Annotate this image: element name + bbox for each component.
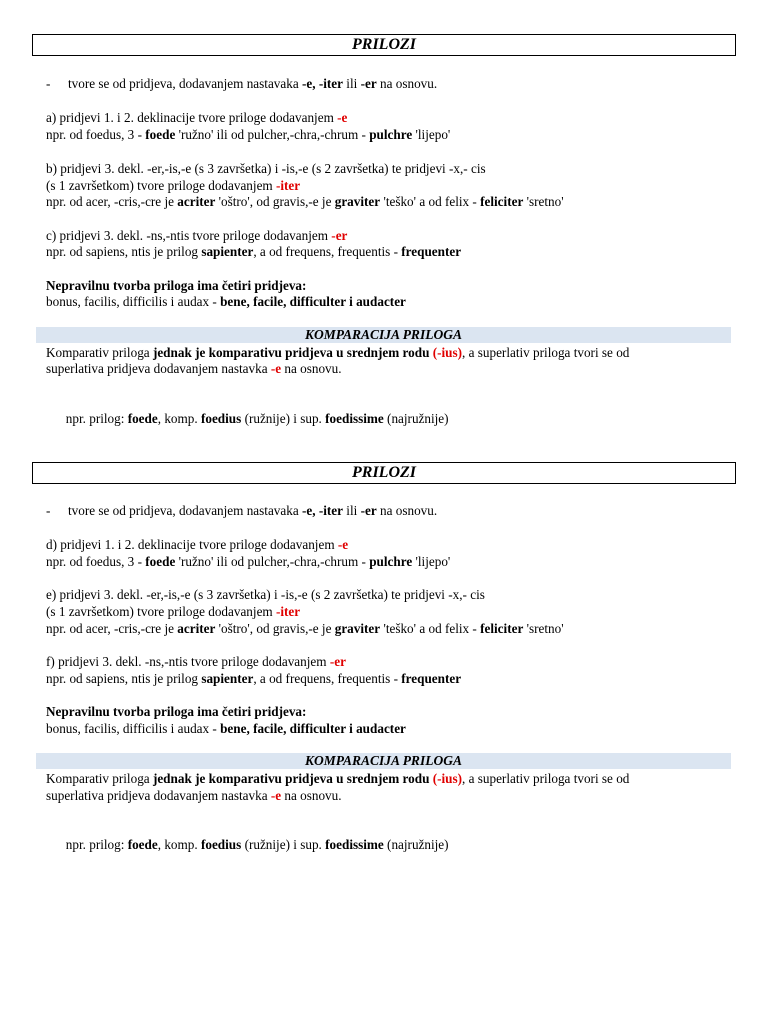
rule-c: c) pridjevi 3. dekl. -ns,-ntis tvore priloge dodavanjem -er [46,228,348,243]
irregular-heading: Nepravilnu tvorba priloga ima četiri pridjeva: [46,278,307,293]
comparison-text: Komparativ priloga jednak je komparativu pridjeva u srednjem rodu (-ius), a superlativ priloga tvori se od [46,345,630,360]
irregular-heading: Nepravilnu tvorba priloga ima četiri pridjeva: [46,704,307,719]
rule-e-example: npr. od acer, -cris,-cre je acriter 'oštro', od gravis,-e je graviter 'teško' a od felix - feliciter 'sretno' [46,621,564,636]
rule-a: a) pridjevi 1. i 2. deklinacije tvore priloge dodavanjem -e [46,110,348,125]
comparison-example: npr. prilog: foede, komp. foedius (ružnije) i sup. foedissime (najružnije) [59,411,449,426]
intro-line: - tvore se od pridjeva, dodavanjem nastavaka -e, -iter ili -er na osnovu. [46,503,438,518]
comparison-heading: KOMPARACIJA PRILOGA [36,753,731,769]
irregular-list: bonus, facilis, difficilis i audax - bene, facile, difficulter i audacter [46,721,406,736]
rule-f-example: npr. od sapiens, ntis je prilog sapienter, a od frequens, frequentis - frequenter [46,671,462,686]
comparison-heading: KOMPARACIJA PRILOGA [36,327,731,343]
comparison-text-cont: superlativa pridjeva dodavanjem nastavka -e na osnovu. [46,361,342,376]
section-title: PRILOZI [32,462,736,484]
section-title: PRILOZI [32,34,736,56]
rule-b-cont: (s 1 završetkom) tvore priloge dodavanjem -iter [46,178,301,193]
comparison-text: Komparativ priloga jednak je komparativu pridjeva u srednjem rodu (-ius), a superlativ priloga tvori se od [46,771,630,786]
section-1 [0,0,768,426]
section-2 [0,428,768,852]
rule-b-example: npr. od acer, -cris,-cre je acriter 'oštro', od gravis,-e je graviter 'teško' a od felix - feliciter 'sretno' [46,194,564,209]
comparison-example: npr. prilog: foede, komp. foedius (ružnije) i sup. foedissime (najružnije) [59,837,449,852]
rule-d-example: npr. od foedus, 3 - foede 'ružno' ili od pulcher,-chra,-chrum - pulchre 'lijepo' [46,554,451,569]
rule-b: b) pridjevi 3. dekl. -er,-is,-e (s 3 završetka) i -is,-e (s 2 završetka) te pridjevi -x,- cis [46,161,486,176]
rule-c-example: npr. od sapiens, ntis je prilog sapienter, a od frequens, frequentis - frequenter [46,244,462,259]
comparison-text-cont: superlativa pridjeva dodavanjem nastavka -e na osnovu. [46,788,342,803]
rule-d: d) pridjevi 1. i 2. deklinacije tvore priloge dodavanjem -e [46,537,349,552]
rule-a-example: npr. od foedus, 3 - foede 'ružno' ili od pulcher,-chra,-chrum - pulchre 'lijepo' [46,127,451,142]
irregular-list: bonus, facilis, difficilis i audax - bene, facile, difficulter i audacter [46,294,406,309]
intro-line: - tvore se od pridjeva, dodavanjem nastavaka -e, -iter ili -er na osnovu. [46,76,438,91]
rule-e-cont: (s 1 završetkom) tvore priloge dodavanjem -iter [46,604,301,619]
rule-f: f) pridjevi 3. dekl. -ns,-ntis tvore priloge dodavanjem -er [46,654,346,669]
rule-e: e) pridjevi 3. dekl. -er,-is,-e (s 3 završetka) i -is,-e (s 2 završetka) te pridjevi -x,- cis [46,587,485,602]
